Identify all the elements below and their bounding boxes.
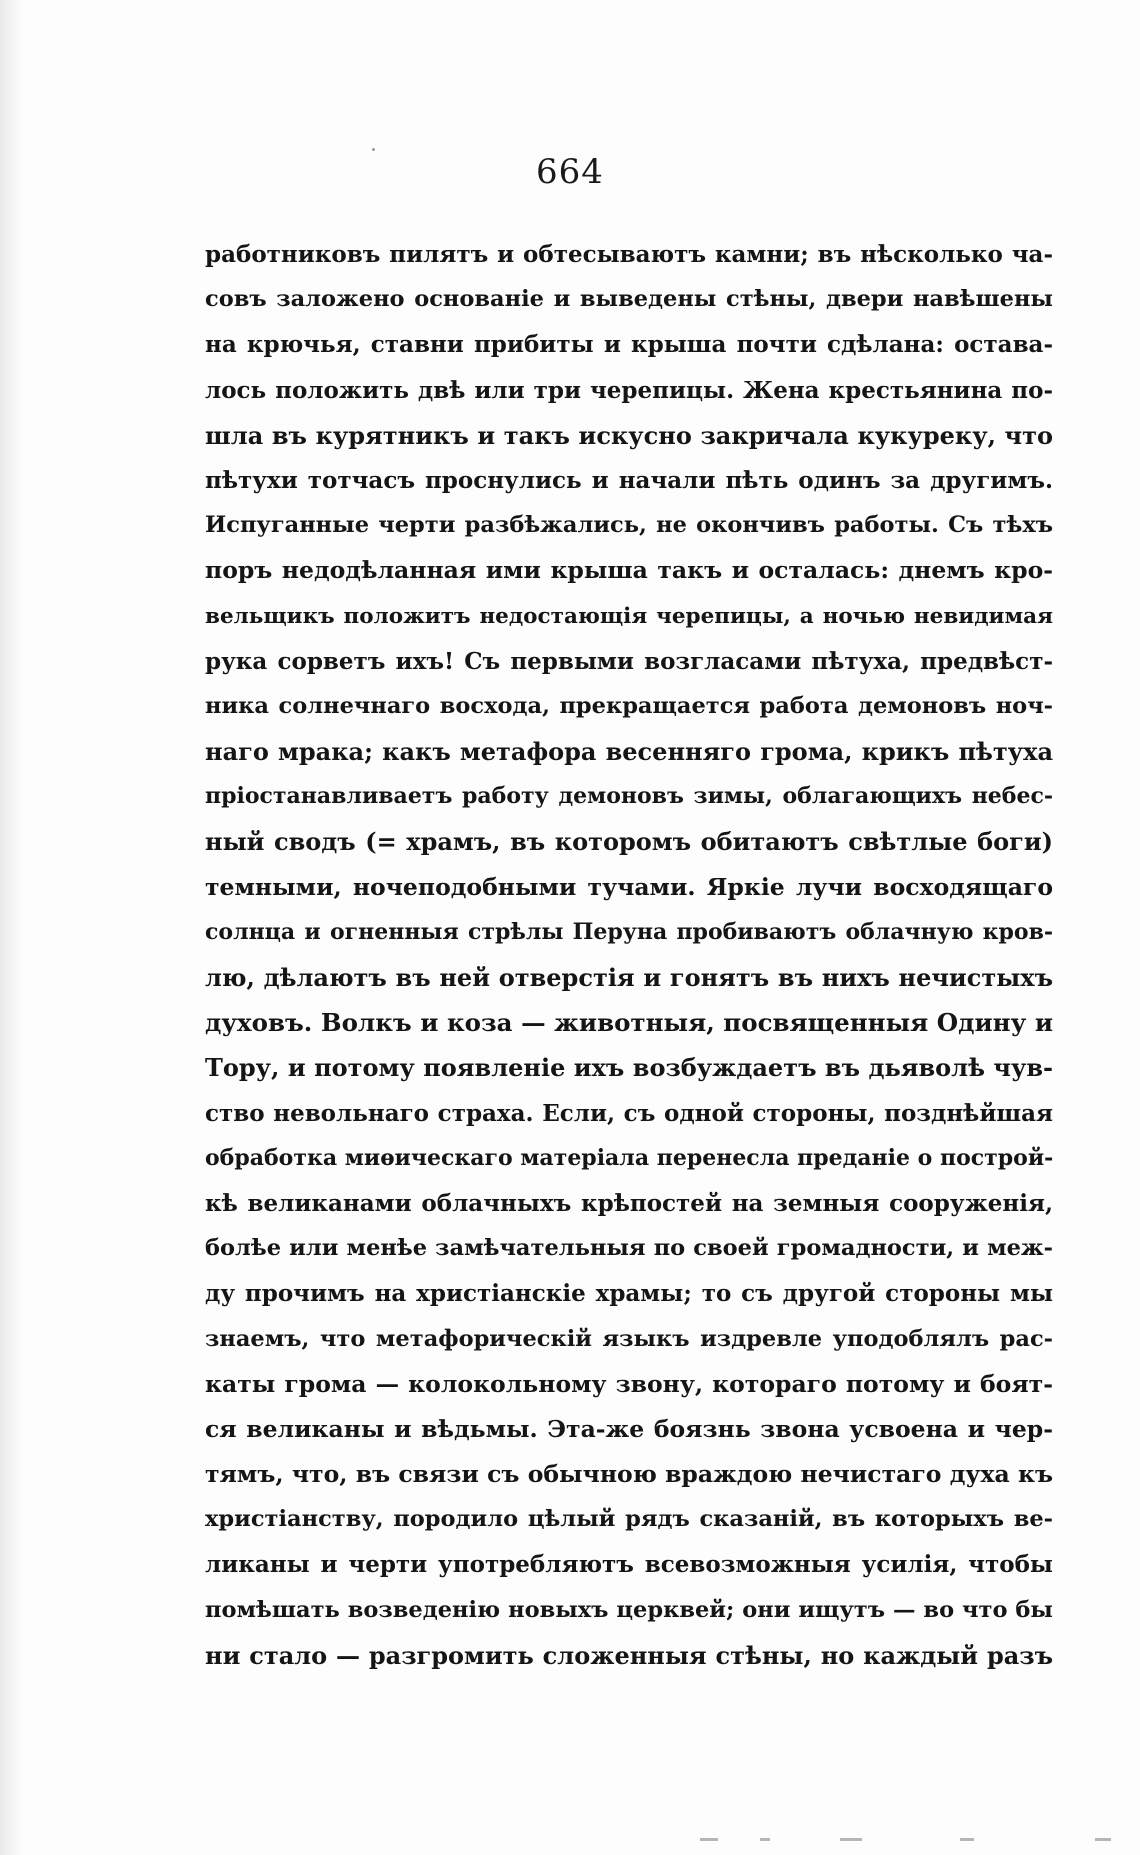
body-text bbox=[205, 232, 1053, 1678]
text-line: пріостанавливаетъ работу демоновъ зимы, облагающихъ небес- bbox=[205, 783, 1053, 810]
text-line: знаемъ, что метафорическій языкъ издревле уподоблялъ рас- bbox=[205, 1325, 1053, 1352]
text-line: тямъ, что, въ связи съ обычною враждою нечистаго духа къ bbox=[205, 1460, 1053, 1489]
text-line: христіанству, породило цѣлый рядъ сказаній, въ которыхъ ве- bbox=[205, 1506, 1053, 1533]
page-edge-shadow bbox=[0, 0, 22, 1855]
text-line: совъ заложено основаніе и выведены стѣны, двери навѣшены bbox=[205, 286, 1053, 313]
text-line: ся великаны и вѣдьмы. Эта-же боязнь звона усвоена и чер- bbox=[205, 1414, 1053, 1443]
text-line: лю, дѣлаютъ въ ней отверстія и гонятъ въ нихъ нечистыхъ bbox=[205, 963, 1053, 992]
text-line: помѣшать возведенію новыхъ церквей; они ищутъ — во что бы bbox=[205, 1596, 1053, 1623]
text-line: поръ недодѣланная ими крыша такъ и осталась: днемъ кро- bbox=[205, 556, 1053, 585]
text-line: ликаны и черти употребляютъ всевозможныя усилія, чтобы bbox=[205, 1551, 1053, 1579]
text-line: обработка миѳическаго матеріала перенесла преданіе о построй- bbox=[205, 1144, 1054, 1171]
bottom-scan-marks bbox=[700, 1838, 1120, 1844]
text-line: ни стало — разгромить сложенныя стѣны, но каждый разъ bbox=[205, 1640, 1053, 1670]
text-line: кѣ великанами облачныхъ крѣпостей на земныя сооруженія, bbox=[205, 1189, 1053, 1217]
page-number: 664 bbox=[536, 152, 604, 192]
text-line: лось положить двѣ или три черепицы. Жена крестьянина по- bbox=[205, 376, 1053, 404]
text-line: темными, ночеподобными тучами. Яркіе лучи восходящаго bbox=[205, 872, 1053, 901]
text-line: вельщикъ положитъ недостающія черепицы, а ночью невидимая bbox=[205, 603, 1053, 629]
text-line: каты грома — колокольному звону, котораго потому и боят- bbox=[205, 1369, 1053, 1398]
text-line: работниковъ пилятъ и обтесываютъ камни; въ нѣсколько ча- bbox=[205, 241, 1053, 268]
text-line: ный сводъ (= храмъ, въ которомъ обитаютъ свѣтлые боги) bbox=[205, 827, 1053, 857]
text-line: Испуганные черти разбѣжались, не окончивъ работы. Съ тѣхъ bbox=[205, 512, 1053, 539]
text-line: пѣтухи тотчасъ проснулись и начали пѣть одинъ за другимъ. bbox=[205, 466, 1053, 494]
text-line: наго мрака; какъ метафора весенняго грома, крикъ пѣтуха bbox=[205, 737, 1053, 767]
text-line: ника солнечнаго восхода, прекращается работа демоновъ ноч- bbox=[205, 692, 1053, 719]
text-line: болѣе или менѣе замѣчательныя по своей громадности, и меж- bbox=[205, 1235, 1053, 1262]
text-line: Тору, и потому появленіе ихъ возбуждаетъ въ дьяволѣ чув- bbox=[205, 1053, 1053, 1083]
scan-speck bbox=[372, 148, 375, 151]
text-line: шла въ курятникъ и такъ искусно закричала кукуреку, что bbox=[205, 420, 1053, 450]
text-line: ство невольнаго страха. Если, съ одной стороны, позднѣйшая bbox=[205, 1099, 1053, 1127]
text-line: на крючья, ставни прибиты и крыша почти сдѣлана: остава- bbox=[205, 331, 1053, 359]
text-line: рука сорветъ ихъ! Съ первыми возгласами пѣтуха, предвѣст- bbox=[205, 647, 1053, 675]
text-line: ду прочимъ на христіанскіе храмы; то съ другой стороны мы bbox=[205, 1280, 1053, 1308]
text-line: духовъ. Волкъ и коза — животныя, посвященныя Одину и bbox=[205, 1008, 1053, 1038]
text-line: солнца и огненныя стрѣлы Перуна пробиваютъ облачную кров- bbox=[205, 918, 1053, 945]
